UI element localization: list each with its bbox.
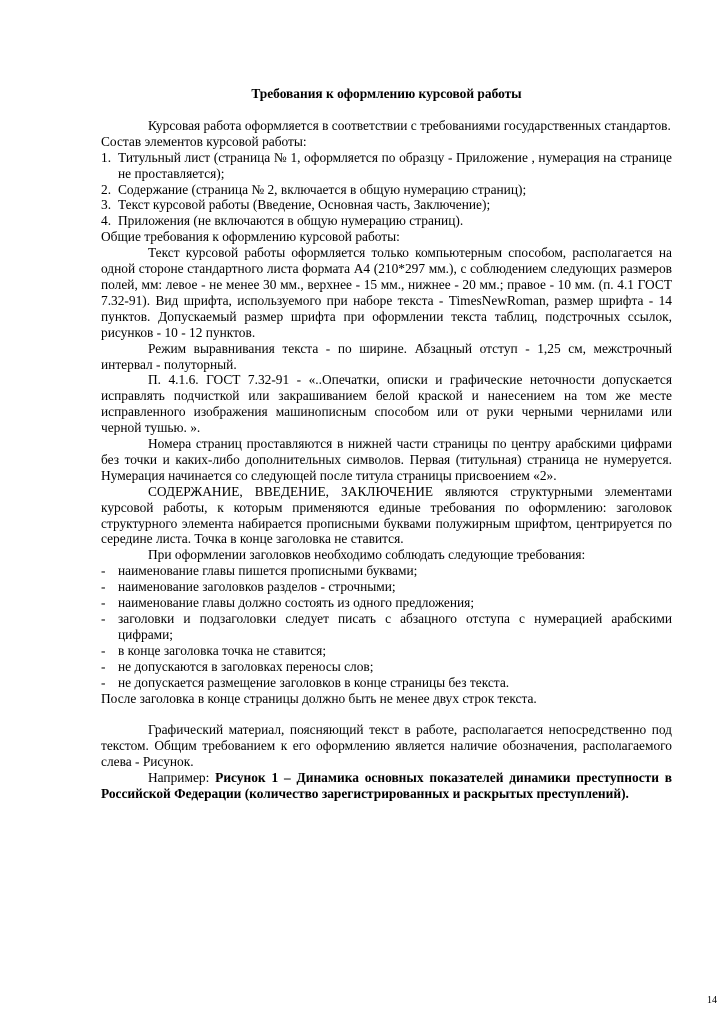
list-bullet: - [101, 611, 106, 626]
list-bullet: - [101, 579, 106, 595]
composition-heading: Состав элементов курсовой работы: [101, 133, 307, 149]
example-prefix: Например: [148, 770, 216, 786]
list-bullet: - [101, 674, 106, 690]
list-number: 4. [101, 213, 112, 229]
list-number: 2. [101, 181, 112, 197]
paragraph-alignment: Режим выравнивания текста - по ширине. Абзацный отступ - 1,25 см, межстрочный интервал - полуторный. [101, 340, 672, 372]
list-item-text: Текст курсовой работы (Введение, Основная часть, Заключение); [118, 197, 491, 213]
list-item [101, 611, 672, 643]
paragraph-heading-rules-intro: При оформлении заголовков необходимо соблюдать следующие требования: [148, 547, 586, 563]
paragraph-gost-quote: П. 4.1.6. ГОСТ 7.32-91 - «..Опечатки, описки и графические неточности допускается исправлять подчисткой или закрашиванием белой краской и нанесением на том же месте исправленного изображения машинописным способом или от руки черными чернилами или черной тушью. ». [101, 372, 672, 436]
list-bullet: - [101, 595, 106, 611]
list-item-text: не допускается размещение заголовков в конце страницы без текста. [118, 674, 510, 690]
list-item [101, 659, 672, 675]
blank-line [101, 706, 672, 722]
document-page [101, 86, 672, 802]
list-item [101, 579, 672, 595]
example-paragraph [101, 770, 672, 802]
list-item [101, 213, 672, 229]
paragraph-text-format: Текст курсовой работы оформляется только компьютерным способом, располагается на одной стороне стандартного листа формата А4 (210*297 мм.), с соблюдением следующих размеров полей, мм: левое - не менее 30 мм., верхнее - 15 мм., нижнее - 20 мм.; правое - 10 мм. (п. 4.1 ГОСТ 7.32-91). Вид шрифта, используемого при наборе текста - TimesNewRoman, размер шрифта - 14 пунктов. Допускаемый размер шрифта при оформлении текста таблиц, подстрочных ссылок, рисунков - 10 - 12 пунктов. [101, 245, 672, 340]
list-number: 1. [101, 149, 112, 165]
intro-paragraph: Курсовая работа оформляется в соответствии с требованиями государственных стандартов. [148, 117, 671, 133]
list-item-text: заголовки и подзаголовки следует писать с абзацного отступа с нумерацией арабскими цифрами; [118, 611, 672, 642]
list-item [101, 197, 672, 213]
list-number: 3. [101, 197, 112, 213]
composition-list [101, 150, 672, 230]
list-item-text: Приложения (не включаются в общую нумерацию страниц). [118, 213, 464, 229]
list-item [101, 595, 672, 611]
list-item-text: наименование главы пишется прописными буквами; [118, 563, 418, 579]
list-item-text: Титульный лист (страница № 1, оформляется по образцу - Приложение , нумерация на странице не проставляется); [118, 149, 672, 181]
list-item-text: наименование главы должно состоять из одного предложения; [118, 595, 475, 611]
list-item [101, 182, 672, 198]
paragraph-structural-elements: СОДЕРЖАНИЕ, ВВЕДЕНИЕ, ЗАКЛЮЧЕНИЕ являются структурными элементами курсовой работы, к которым применяются единые требования по оформлению: заголовок структурного элемента набирается прописными буквами полужирным шрифтом, центрируется по середине листа. Точка в конце заголовка не ставится. [101, 483, 672, 547]
paragraph-page-numbers: Номера страниц проставляются в нижней части страницы по центру арабскими цифрами без точки и каких-либо дополнительных символов. Первая (титульная) страница не нумеруется. Нумерация начинается со следующей после титула страницы присвоением «2». [101, 436, 672, 483]
document-title: Требования к оформлению курсовой работы [251, 86, 522, 101]
list-item [101, 150, 672, 182]
graphic-material-paragraph: Графический материал, поясняющий текст в работе, располагается непосредственно под текстом. Общим требованием к его оформлению является наличие обозначения, располагаемого слева - Рисунок. [101, 722, 672, 770]
example-figure-caption: Рисунок 1 – Динамика основных показателей динамики преступности в Российской Федерации (количество зарегистрированных и раскрытых преступлений). [101, 770, 672, 802]
after-heading-note: После заголовка в конце страницы должно быть не менее двух строк текста. [101, 690, 537, 706]
list-item-text: наименование заголовков разделов - строчными; [118, 579, 396, 595]
list-item [101, 643, 672, 659]
list-bullet: - [101, 563, 106, 579]
heading-rules-list [101, 563, 672, 690]
list-item [101, 563, 672, 579]
list-item-text: в конце заголовка точка не ставится; [118, 642, 327, 658]
general-heading: Общие требования к оформлению курсовой работы: [101, 229, 400, 245]
list-bullet: - [101, 658, 106, 674]
page-number: 14 [707, 995, 717, 1006]
list-item-text: не допускаются в заголовках переносы слов; [118, 658, 374, 674]
list-item [101, 675, 672, 691]
list-item-text: Содержание (страница № 2, включается в общую нумерацию страниц); [118, 181, 527, 197]
list-bullet: - [101, 642, 106, 658]
